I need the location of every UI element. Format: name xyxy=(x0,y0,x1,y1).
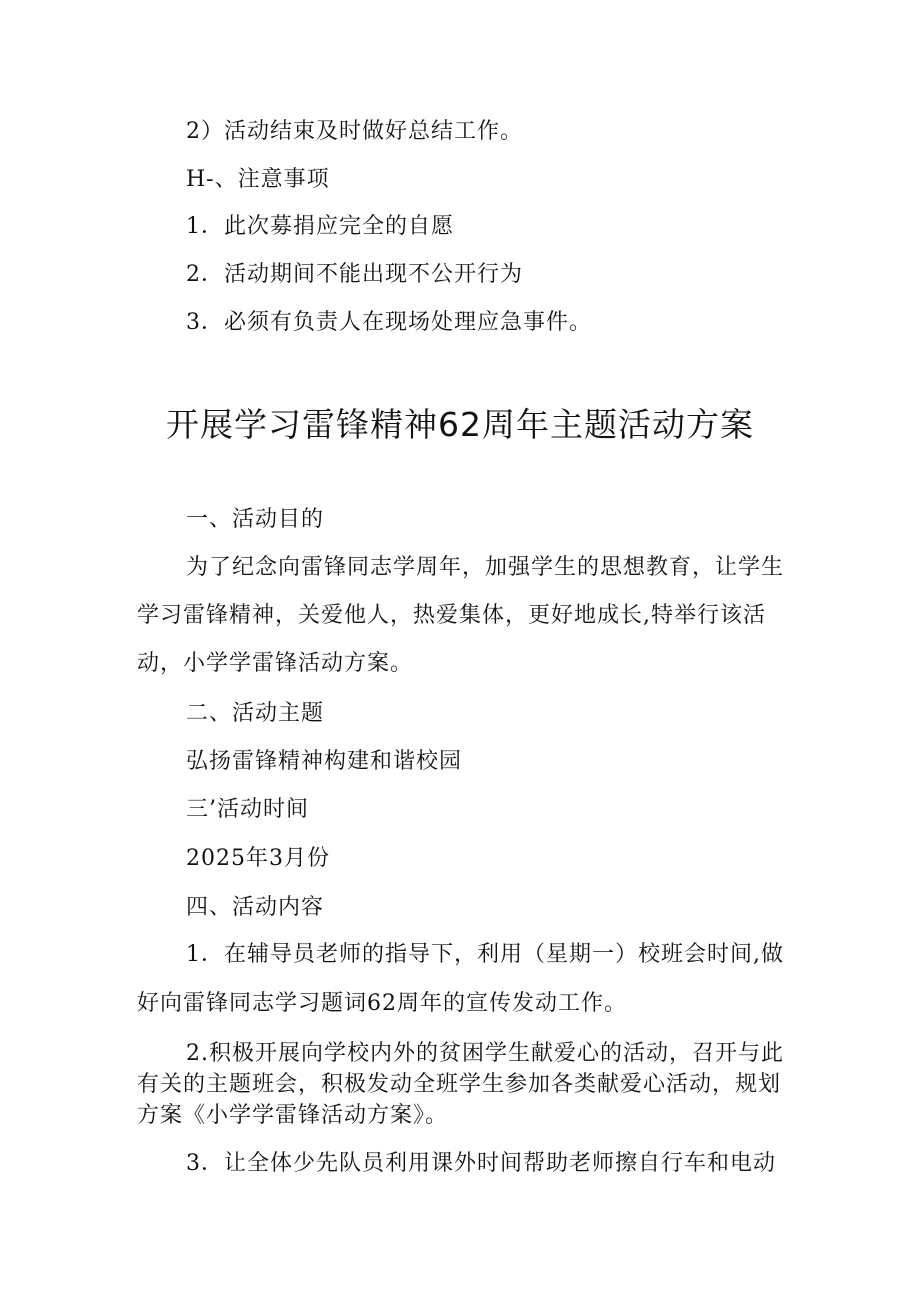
document-title: 开展学习雷锋精神62周年主题活动方案 xyxy=(166,405,754,444)
content-item-2-line-3: 方案《小学学雷锋活动方案》。 xyxy=(137,1103,449,1128)
theme-text: 弘扬雷锋精神构建和谐校园 xyxy=(186,749,463,774)
section-heading-time: 三’活动时间 xyxy=(186,797,309,822)
note-item-2: 2．活动期间不能出现不公开行为 xyxy=(186,262,523,287)
content-item-1-line-1: 1．在辅导员老师的指导下，利用（星期一）校班会时间,做 xyxy=(186,942,784,967)
time-text: 2025年3月份 xyxy=(186,846,330,871)
content-item-2-line-1: 2.积极开展向学校内外的贫困学生献爱心的活动，召开与此 xyxy=(186,1041,784,1066)
content-item-1-line-2: 好向雷锋同志学习题词62周年的宣传发动工作。 xyxy=(137,991,627,1016)
summary-work-line: 2）活动结束及时做好总结工作。 xyxy=(186,119,523,144)
notes-heading: H-、注意事项 xyxy=(186,167,330,192)
content-item-3-line-1: 3．让全体少先队员利用课外时间帮助老师擦自行车和电动 xyxy=(186,1151,776,1176)
purpose-paragraph-line-1: 为了纪念向雷锋同志学周年，加强学生的思想教育，让学生 xyxy=(186,555,785,580)
note-item-3: 3．必须有负责人在现场处理应急事件。 xyxy=(186,310,592,335)
purpose-paragraph-line-3: 动，小学学雷锋活动方案。 xyxy=(137,651,414,676)
purpose-paragraph-line-2: 学习雷锋精神，关爱他人，热爱集体，更好地成长,特举行该活 xyxy=(137,603,766,628)
content-item-2-line-2: 有关的主题班会，积极发动全班学生参加各类献爱心活动，规划 xyxy=(137,1072,782,1097)
section-heading-purpose: 一、活动目的 xyxy=(186,507,325,532)
note-item-1: 1．此次募捐应完全的自愿 xyxy=(186,214,454,239)
section-heading-content: 四、活动内容 xyxy=(186,895,325,920)
section-heading-theme: 二、活动主题 xyxy=(186,701,325,726)
